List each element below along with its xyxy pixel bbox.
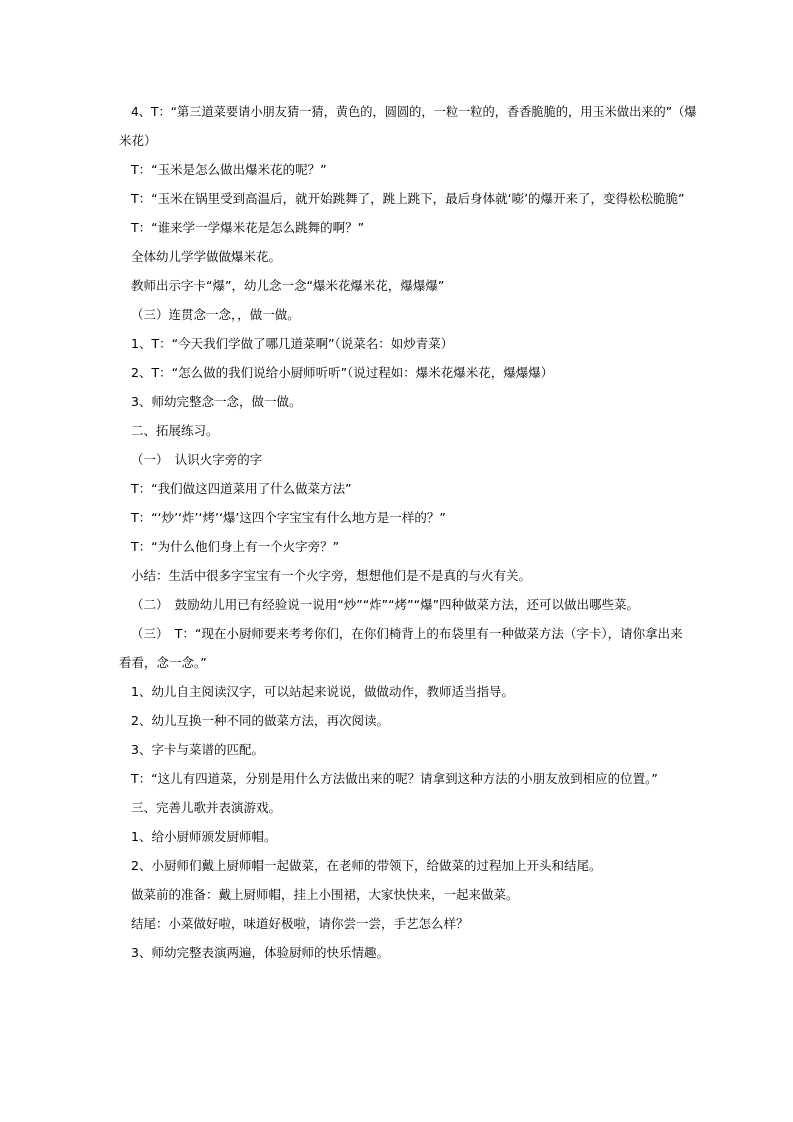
text-line: 三、完善儿歌并表演游戏。 [131, 800, 282, 815]
text-line: 结尾：小菜做好啦，味道好极啦，请你尝一尝，手艺怎么样？ [131, 916, 469, 931]
text-line: （二） 鼓励幼儿用已有经验说一说用“炒”“炸”“烤”“爆”四种做菜方法，还可以做出哪些菜。 [131, 597, 640, 612]
text-line: 3、师幼完整表演两遍，体验厨师的快乐情趣。 [131, 945, 389, 960]
text-line: （一） 认识火字旁的字 [131, 452, 263, 467]
text-line: 3、字卡与菜谱的匹配。 [131, 742, 264, 757]
text-line: 4、T：“第三道菜要请小朋友猜一猜，黄色的，圆圆的，一粒一粒的，香香脆脆的，用玉米做出来的”（爆 [131, 105, 697, 119]
text-line: 2、T：“怎么做的我们说给小厨师听听”（说过程如：爆米花爆米花，爆爆爆） [131, 365, 554, 380]
text-line: 3、师幼完整念一念，做一做。 [131, 394, 302, 409]
text-line: 看看，念一念。” [119, 655, 207, 670]
text-line: T：“为什么他们身上有一个火字旁？” [131, 539, 340, 554]
text-line: T：“我们做这四道菜用了什么做菜方法” [131, 481, 352, 496]
text-line: （三） T：“现在小厨师要来考考你们，在你们椅背上的布袋里有一种做菜方法（字卡），请你拿出来 [131, 626, 683, 641]
text-line: 1、幼儿自主阅读汉字，可以站起来说说，做做动作，教师适当指导。 [131, 684, 514, 699]
text-line: 2、小厨师们戴上厨师帽一起做菜，在老师的带领下，给做菜的过程加上开头和结尾。 [131, 858, 602, 873]
text-line: T：“谁来学一学爆米花是怎么跳舞的啊？” [131, 220, 365, 235]
text-line: 全体幼儿学学做做爆米花。 [131, 249, 282, 264]
text-line: 米花） [119, 133, 157, 148]
text-line: T：“玉米是怎么做出爆米花的呢？” [131, 162, 327, 177]
text-line: 做菜前的准备：戴上厨师帽，挂上小围裙，大家快快来，一起来做菜。 [131, 887, 519, 902]
text-line: 1、给小厨师颁发厨师帽。 [131, 829, 277, 844]
text-line: 小结：生活中很多字宝宝有一个火字旁，想想他们是不是真的与火有关。 [131, 568, 532, 583]
text-line: T：“‘炒’‘炸’‘烤’‘爆’这四个字宝宝有什么地方是一样的？” [131, 510, 446, 525]
text-line: 教师出示字卡“爆”，幼儿念一念“爆米花爆米花，爆爆爆” [131, 278, 445, 293]
text-line: （三）连贯念一念，，做一做。 [131, 307, 300, 322]
text-line: 二、拓展练习。 [131, 423, 219, 438]
text-line: T：“玉米在锅里受到高温后，就开始跳舞了，跳上跳下，最后身体就‘嘭’的爆开来了，变得松松脆脆” [131, 191, 685, 206]
text-line: T：“这儿有四道菜，分别是用什么方法做出来的呢？请拿到这种方法的小朋友放到相应的位置。” [131, 771, 658, 786]
text-line: 2、幼儿互换一种不同的做菜方法，再次阅读。 [131, 713, 389, 728]
text-line: 1、T：“今天我们学做了哪几道菜啊”（说菜名：如炒青菜） [131, 336, 454, 351]
